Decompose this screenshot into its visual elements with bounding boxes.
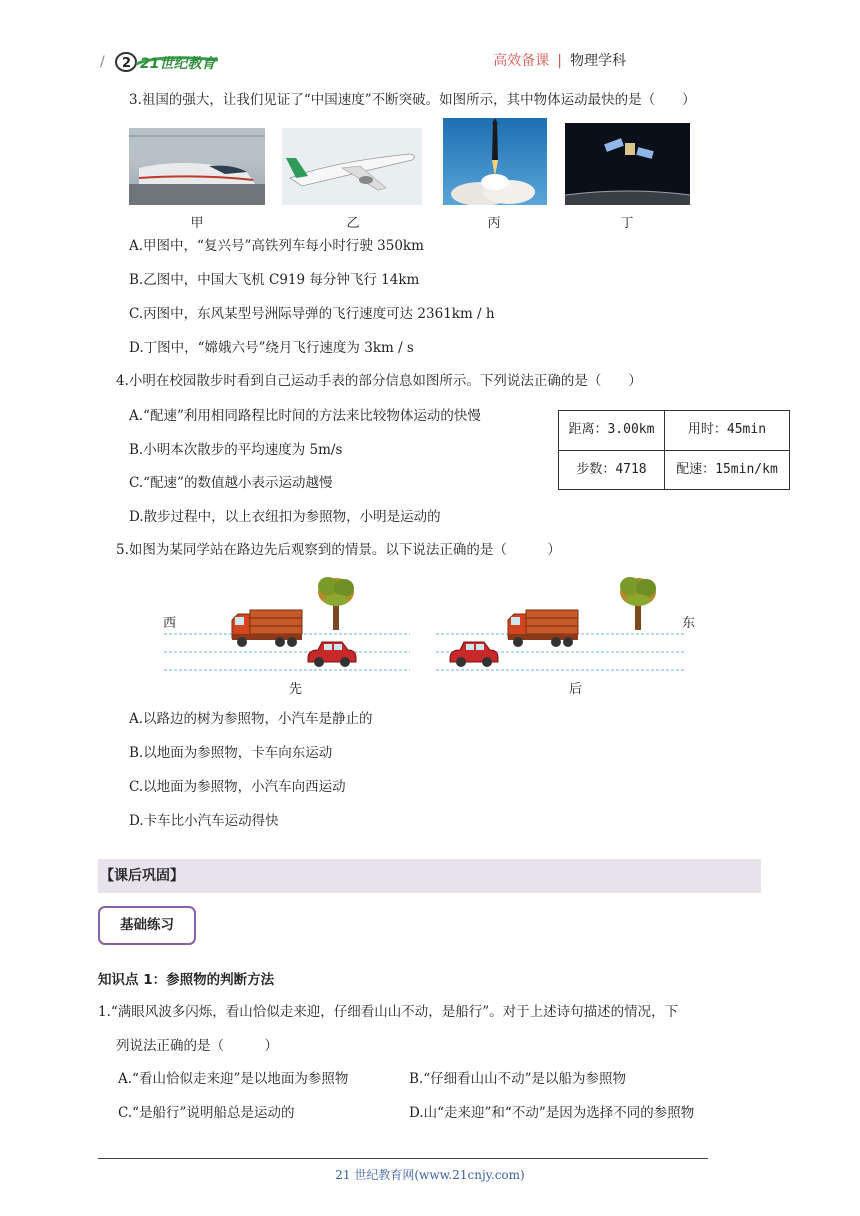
basic-practice-tag: 基础练习 bbox=[98, 906, 196, 945]
car-icon bbox=[450, 642, 498, 667]
brand-logo bbox=[100, 48, 230, 74]
q1-option-d: D.山“走来迎”和“不动”是因为选择不同的参照物 bbox=[409, 1105, 695, 1121]
q5-option-c: C.以地面为参照物，小汽车向西运动 bbox=[129, 779, 346, 795]
watch-time: 用时：45min bbox=[664, 411, 789, 451]
q4-stem: 4.小明在校园散步时看到自己运动手表的部分信息如图所示。下列说法正确的是（ ） bbox=[116, 373, 642, 389]
q1-option-c: C.“是船行”说明船总是运动的 bbox=[118, 1105, 295, 1121]
caption-jia: 甲 bbox=[190, 216, 204, 231]
caption-yi: 乙 bbox=[346, 216, 360, 231]
q3-option-d: D.丁图中，“嫦娥六号”绕月飞行速度为 3km / s bbox=[129, 340, 414, 356]
q4-option-c: C.“配速”的数值越小表示运动越慢 bbox=[129, 475, 333, 491]
svg-text:/: / bbox=[100, 54, 105, 70]
q4-option-a: A.“配速”利用相同路程比时间的方法来比较物体运动的快慢 bbox=[129, 408, 481, 424]
caption-bing: 丙 bbox=[487, 216, 501, 231]
truck-icon bbox=[232, 610, 302, 647]
q4-option-d: D.散步过程中，以上衣纽扣为参照物，小明是运动的 bbox=[129, 509, 441, 525]
train-image bbox=[129, 128, 265, 205]
road-scene-diagram bbox=[160, 574, 700, 696]
q1-option-b: B.“仔细看山山不动”是以船为参照物 bbox=[409, 1071, 627, 1087]
header-subject: 物理学科 bbox=[570, 53, 626, 69]
truck-icon bbox=[508, 610, 578, 647]
tree-icon bbox=[318, 577, 354, 630]
watch-pace: 配速：15min/km bbox=[664, 450, 789, 490]
svg-text:2: 2 bbox=[122, 56, 132, 71]
q1-stem-line2: 列说法正确的是（ ） bbox=[116, 1038, 278, 1054]
car-icon bbox=[308, 642, 356, 667]
label-east: 东 bbox=[682, 616, 696, 631]
missile-image bbox=[443, 118, 547, 205]
knowledge-point-title: 知识点 1：参照物的判断方法 bbox=[98, 972, 275, 988]
section-header: 【课后巩固】 bbox=[98, 859, 761, 893]
q5-option-a: A.以路边的树为参照物，小汽车是静止的 bbox=[129, 711, 373, 727]
left-panel bbox=[164, 577, 410, 670]
airplane-image bbox=[282, 128, 422, 205]
tree-icon bbox=[620, 577, 656, 630]
q5-option-d: D.卡车比小汽车运动得快 bbox=[129, 813, 279, 829]
header-brand: 高效备课 | 物理学科 bbox=[493, 53, 626, 69]
caption-ding: 丁 bbox=[620, 216, 634, 231]
label-before: 先 bbox=[289, 682, 303, 697]
q4-option-b: B.小明本次散步的平均速度为 5m/s bbox=[129, 442, 343, 458]
q3-option-a: A.甲图中，“复兴号”高铁列车每小时行驶 350km bbox=[129, 238, 424, 254]
q1-option-a: A.“看山恰似走来迎”是以地面为参照物 bbox=[118, 1071, 349, 1087]
right-panel bbox=[436, 577, 686, 670]
label-after: 后 bbox=[569, 682, 583, 697]
watch-steps: 步数：4718 bbox=[559, 450, 665, 490]
watch-distance: 距离：3.00km bbox=[559, 411, 665, 451]
q3-option-c: C.丙图中，东风某型号洲际导弹的飞行速度可达 2361km / h bbox=[129, 306, 495, 322]
watch-info-table bbox=[558, 410, 790, 490]
q5-stem: 5.如图为某同学站在路边先后观察到的情景。以下说法正确的是（ ） bbox=[116, 542, 561, 558]
footer-divider bbox=[98, 1158, 708, 1159]
footer-source: 21 世纪教育网(www.21cnjy.com) bbox=[335, 1168, 525, 1182]
q1-stem-line1: 1.“满眼风波多闪烁，看山恰似走来迎，仔细看山山不动，是船行”。对于上述诗句描述的情况，下 bbox=[98, 1004, 679, 1020]
q3-option-b: B.乙图中，中国大飞机 C919 每分钟飞行 14km bbox=[129, 272, 420, 288]
q3-stem: 3.祖国的强大，让我们见证了“中国速度”不断突破。如图所示，其中物体运动最快的是（ ） bbox=[129, 92, 696, 108]
svg-text:21世纪教育: 21世纪教育 bbox=[140, 56, 216, 72]
q5-option-b: B.以地面为参照物，卡车向东运动 bbox=[129, 745, 333, 761]
lunar-orbiter-image bbox=[565, 123, 690, 205]
label-west: 西 bbox=[163, 616, 177, 631]
header-highlight: 高效备课 bbox=[493, 53, 550, 69]
